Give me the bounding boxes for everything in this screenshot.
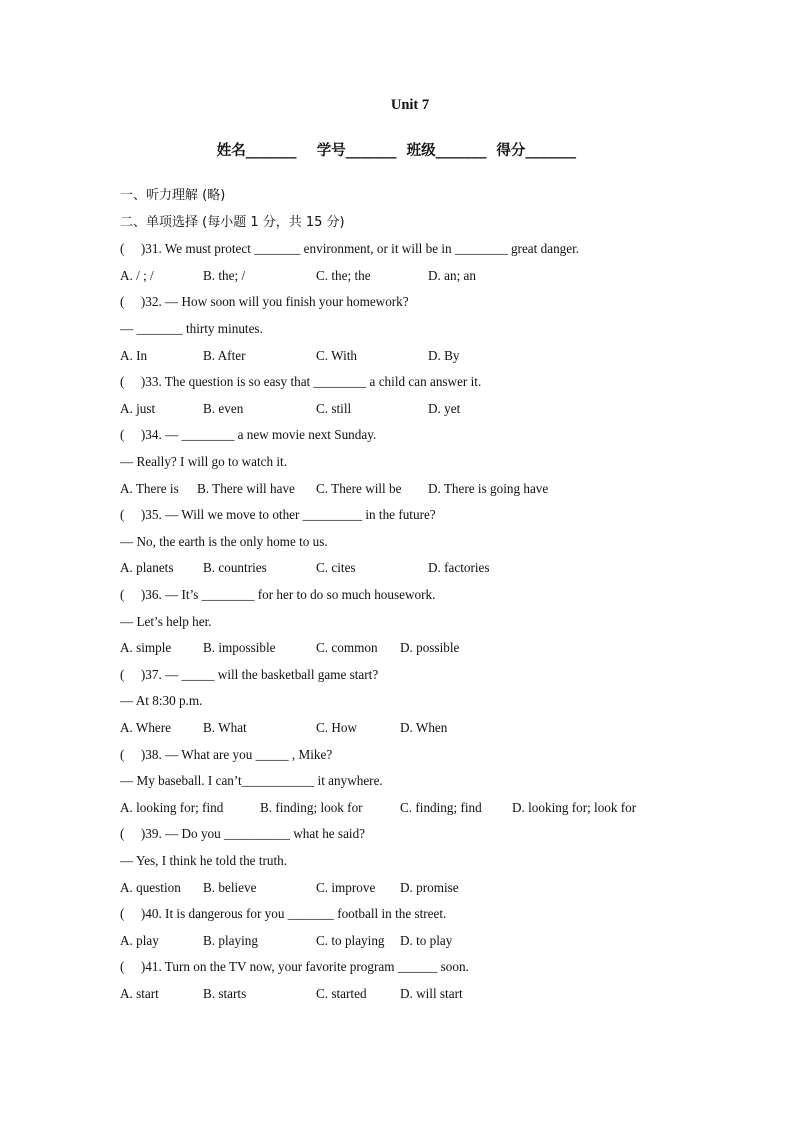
option-a: A. Where (120, 720, 172, 735)
option-d: D. will start (400, 986, 463, 1001)
dialogue-line: — Really? I will go to watch it. (120, 454, 288, 469)
option-d: D. looking for; look for (512, 799, 637, 815)
dialogue-line: — At 8:30 p.m. (120, 693, 203, 709)
question-stem: ( )39. — Do you __________ what he said? (120, 826, 366, 842)
student-info-line: 姓名_______ 学号_______ 班级_______ 得分_______ (216, 143, 577, 159)
option-b: B. impossible (203, 640, 276, 656)
option-d: D. When (400, 720, 448, 735)
section-heading: 一、听力理解 (略) (120, 188, 226, 203)
option-a: A. play (120, 932, 159, 948)
option-d: D. factories (428, 560, 490, 576)
option-b: B. the; / (203, 267, 246, 283)
option-a: A. There is (120, 480, 179, 496)
options-row (0, 638, 793, 658)
options-row (0, 984, 793, 1004)
dialogue-line: — No, the earth is the only home to us. (120, 533, 328, 549)
option-a: A. start (120, 986, 159, 1001)
option-c: C. the; the (316, 267, 371, 283)
option-d: D. to play (400, 932, 453, 948)
dialogue-line: — Yes, I think he told the truth. (120, 853, 288, 868)
section-heading: 二、单项选择 (每小题 1 分，共 15 分) (120, 214, 345, 230)
question-stem: ( )33. The question is so easy that ________ a child can answer it. (120, 374, 482, 390)
options-row (0, 399, 793, 419)
option-c: C. cites (316, 560, 356, 576)
option-b: B. After (203, 347, 246, 363)
option-c: C. How (316, 720, 358, 735)
question-stem: ( )38. — What are you _____ , Mike? (120, 746, 333, 762)
question-stem: ( )36. — It’s ________ for her to do so much housework. (120, 587, 436, 602)
option-a: A. / ; / (120, 267, 154, 283)
option-a: A. just (120, 400, 156, 416)
option-d: D. promise (400, 879, 459, 895)
option-b: B. playing (203, 932, 258, 948)
option-a: A. In (120, 347, 148, 363)
question-stem: ( )37. — _____ will the basketball game start? (120, 666, 379, 682)
option-c: C. There will be (316, 480, 402, 496)
option-b: B. finding; look for (260, 799, 363, 815)
option-d: D. By (428, 347, 460, 363)
option-c: C. still (316, 400, 352, 416)
option-a: A. question (120, 879, 181, 895)
option-b: B. even (203, 400, 244, 416)
options-row (0, 878, 793, 898)
option-d: D. There is going have (428, 480, 549, 496)
option-b: B. There will have (197, 480, 295, 496)
options-row (0, 346, 793, 366)
options-row (0, 479, 793, 499)
question-stem: ( )31. We must protect _______ environment, or it will be in ________ great danger. (120, 241, 580, 257)
option-c: C. With (316, 347, 357, 363)
option-b: B. What (203, 720, 247, 735)
page-title: Unit 7 (390, 97, 430, 113)
option-c: C. started (316, 986, 367, 1001)
options-row (0, 798, 793, 818)
question-stem: ( )40. It is dangerous for you _______ football in the street. (120, 906, 447, 922)
option-c: C. common (316, 640, 378, 656)
option-c: C. improve (316, 879, 376, 895)
dialogue-line: — My baseball. I can’t___________ it anywhere. (120, 773, 383, 789)
option-d: D. an; an (428, 267, 476, 283)
dialogue-line: — _______ thirty minutes. (120, 321, 263, 336)
option-d: D. yet (428, 400, 461, 416)
question-stem: ( )32. — How soon will you finish your homework? (120, 294, 409, 310)
option-d: D. possible (400, 640, 460, 656)
option-b: B. believe (203, 879, 257, 895)
options-row (0, 558, 793, 578)
option-c: C. finding; find (400, 799, 482, 815)
option-a: A. planets (120, 560, 174, 576)
options-row (0, 266, 793, 286)
options-row (0, 931, 793, 951)
option-b: B. starts (203, 986, 247, 1001)
options-row (0, 718, 793, 738)
question-stem: ( )34. — ________ a new movie next Sunday. (120, 427, 377, 443)
option-a: A. simple (120, 640, 172, 656)
dialogue-line: — Let’s help her. (120, 613, 212, 629)
option-b: B. countries (203, 560, 267, 576)
question-stem: ( )35. — Will we move to other _________ in the future? (120, 507, 436, 523)
option-c: C. to playing (316, 932, 385, 948)
question-stem: ( )41. Turn on the TV now, your favorite program ______ soon. (120, 959, 469, 975)
option-a: A. looking for; find (120, 799, 224, 815)
